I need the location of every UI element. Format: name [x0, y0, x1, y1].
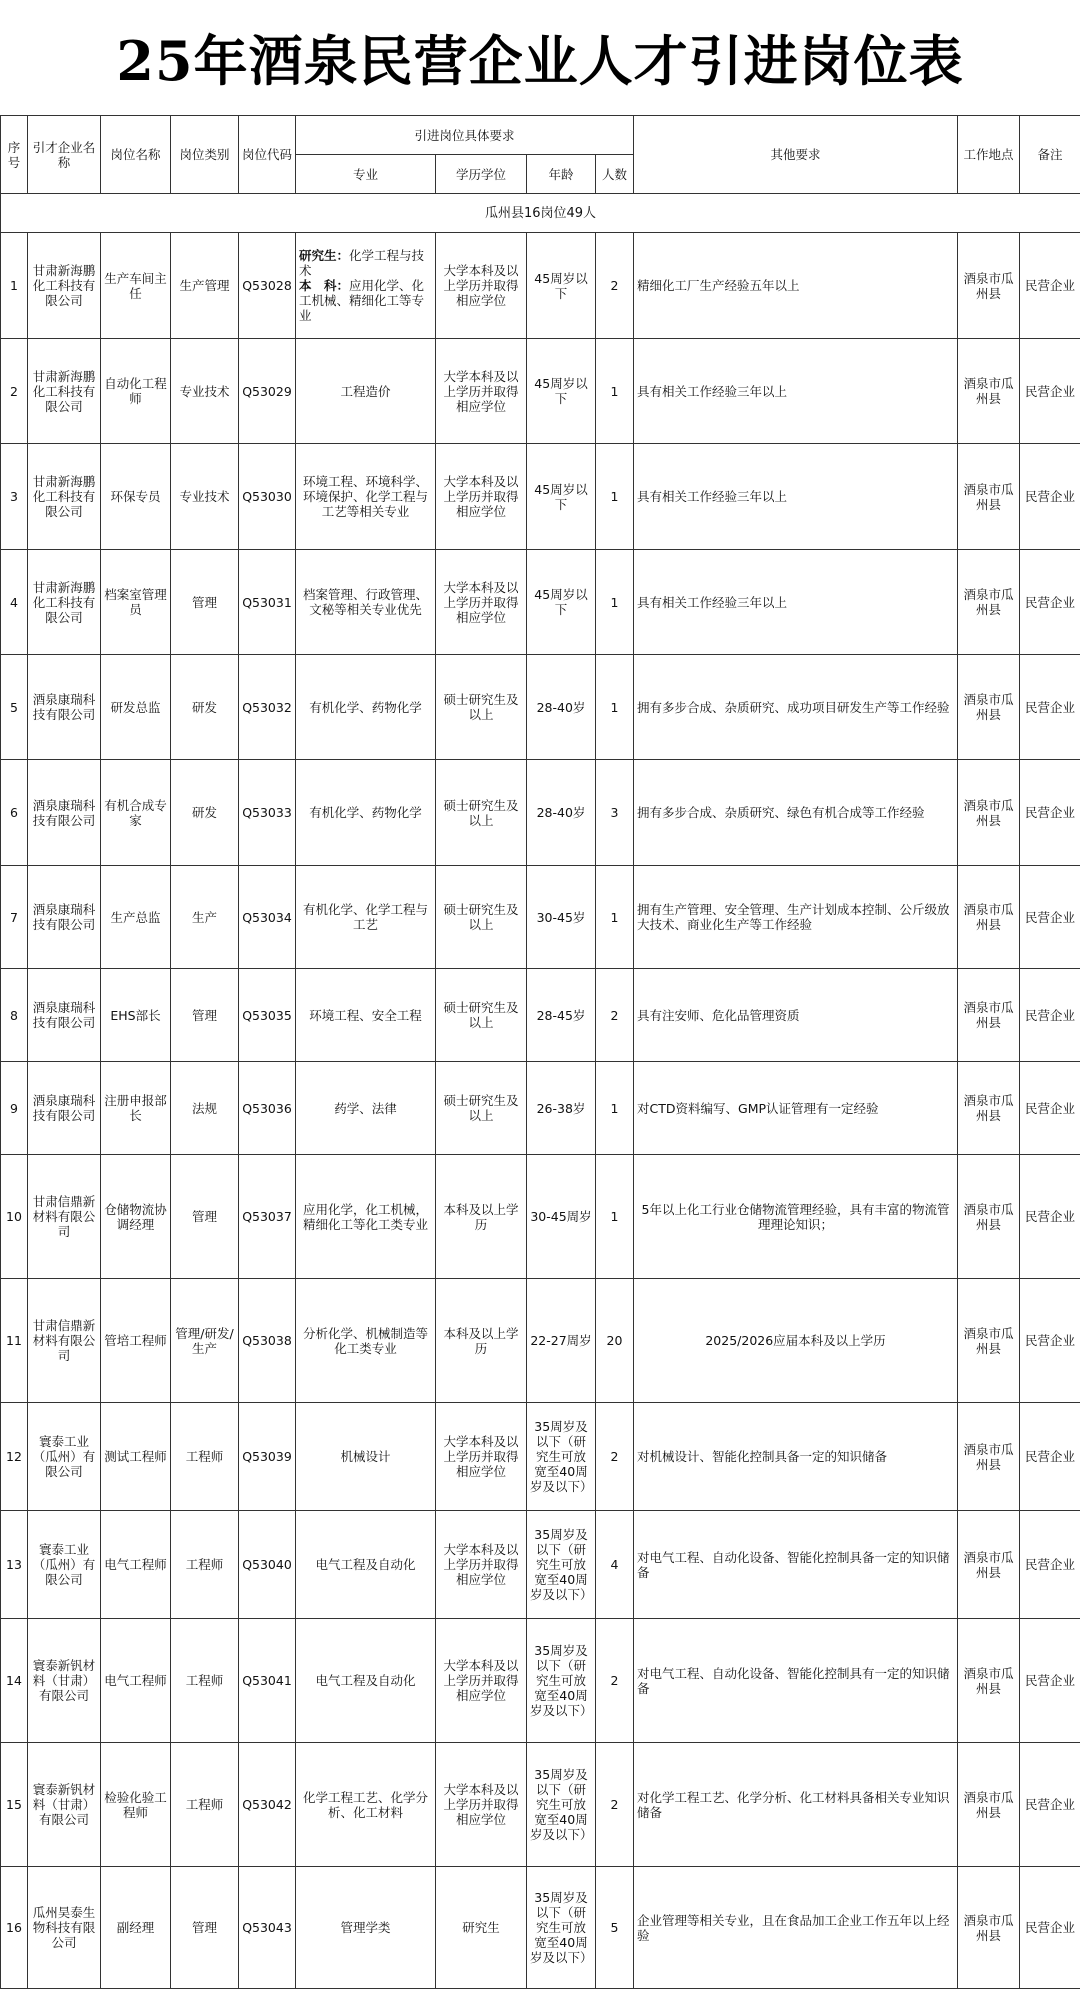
cell-position: 档案室管理员	[101, 550, 171, 655]
cell-location: 酒泉市瓜州县	[958, 1743, 1020, 1867]
cell-count: 1	[596, 339, 634, 444]
cell-code: Q53030	[239, 444, 296, 550]
cell-education: 研究生	[436, 1867, 527, 1989]
cell-position: 仓储物流协调经理	[101, 1155, 171, 1279]
cell-count: 1	[596, 655, 634, 760]
cell-seq: 9	[1, 1062, 28, 1155]
cell-seq: 15	[1, 1743, 28, 1867]
cell-position: 生产总监	[101, 866, 171, 969]
cell-other: 对机械设计、智能化控制具备一定的知识储备	[634, 1403, 958, 1511]
cell-category: 工程师	[171, 1619, 239, 1743]
cell-age: 22-27周岁	[527, 1279, 596, 1403]
cell-remark: 民营企业	[1020, 339, 1080, 444]
cell-position: 注册申报部长	[101, 1062, 171, 1155]
cell-company: 酒泉康瑞科技有限公司	[28, 760, 101, 866]
cell-age: 45周岁以下	[527, 550, 596, 655]
cell-company: 酒泉康瑞科技有限公司	[28, 655, 101, 760]
cell-location: 酒泉市瓜州县	[958, 969, 1020, 1062]
cell-count: 2	[596, 1619, 634, 1743]
cell-location: 酒泉市瓜州县	[958, 760, 1020, 866]
cell-major: 电气工程及自动化	[296, 1619, 436, 1743]
cell-category: 工程师	[171, 1743, 239, 1867]
cell-other: 拥有生产管理、安全管理、生产计划成本控制、公斤级放大技术、商业化生产等工作经验	[634, 866, 958, 969]
cell-count: 1	[596, 550, 634, 655]
cell-company: 甘肃新海鹏化工科技有限公司	[28, 444, 101, 550]
cell-location: 酒泉市瓜州县	[958, 1155, 1020, 1279]
cell-other: 企业管理等相关专业，且在食品加工企业工作五年以上经验	[634, 1867, 958, 1989]
cell-education: 大学本科及以上学历并取得相应学位	[436, 550, 527, 655]
cell-other: 2025/2026应届本科及以上学历	[634, 1279, 958, 1403]
cell-location: 酒泉市瓜州县	[958, 1279, 1020, 1403]
major-line-undergrad	[299, 278, 432, 323]
cell-education: 硕士研究生及以上	[436, 866, 527, 969]
cell-other: 对电气工程、自动化设备、智能化控制具有一定的知识储备	[634, 1619, 958, 1743]
cell-category: 专业技术	[171, 339, 239, 444]
cell-remark: 民营企业	[1020, 1062, 1080, 1155]
cell-count: 5	[596, 1867, 634, 1989]
cell-age: 30-45岁	[527, 866, 596, 969]
cell-seq: 11	[1, 1279, 28, 1403]
cell-other: 具有相关工作经验三年以上	[634, 550, 958, 655]
cell-company: 甘肃新海鹏化工科技有限公司	[28, 339, 101, 444]
cell-other: 具有相关工作经验三年以上	[634, 444, 958, 550]
cell-seq: 16	[1, 1867, 28, 1989]
cell-age: 45周岁以下	[527, 233, 596, 339]
cell-position: 环保专员	[101, 444, 171, 550]
cell-location: 酒泉市瓜州县	[958, 1867, 1020, 1989]
cell-major: 环境工程、环境科学、环境保护、化学工程与工艺等相关专业	[296, 444, 436, 550]
cell-remark: 民营企业	[1020, 550, 1080, 655]
cell-age: 26-38岁	[527, 1062, 596, 1155]
cell-code: Q53038	[239, 1279, 296, 1403]
cell-category: 管理/研发/生产	[171, 1279, 239, 1403]
major-label-postgrad: 研究生：	[299, 248, 349, 263]
cell-major: 有机化学、药物化学	[296, 760, 436, 866]
header-position: 岗位名称	[101, 116, 171, 194]
cell-location: 酒泉市瓜州县	[958, 233, 1020, 339]
cell-company: 寰泰工业（瓜州）有限公司	[28, 1511, 101, 1619]
cell-remark: 民营企业	[1020, 655, 1080, 760]
cell-remark: 民营企业	[1020, 1867, 1080, 1989]
cell-company: 酒泉康瑞科技有限公司	[28, 1062, 101, 1155]
cell-major: 环境工程、安全工程	[296, 969, 436, 1062]
page-title: 25年酒泉民营企业人才引进岗位表	[0, 0, 1080, 115]
cell-seq: 2	[1, 339, 28, 444]
section-title: 瓜州县16岗位49人	[1, 194, 1080, 233]
header-code: 岗位代码	[239, 116, 296, 194]
header-age: 年龄	[527, 155, 596, 194]
header-remark: 备注	[1020, 116, 1080, 194]
major-text-postgrad: 化学工程与技术	[299, 248, 424, 278]
cell-code: Q53034	[239, 866, 296, 969]
table-row	[1, 969, 1080, 1062]
cell-other: 对化学工程工艺、化学分析、化工材料具备相关专业知识储备	[634, 1743, 958, 1867]
cell-education: 大学本科及以上学历并取得相应学位	[436, 1511, 527, 1619]
cell-remark: 民营企业	[1020, 1511, 1080, 1619]
cell-category: 管理	[171, 1155, 239, 1279]
section-row	[1, 194, 1080, 233]
cell-company: 寰泰新钒材料（甘肃）有限公司	[28, 1619, 101, 1743]
cell-location: 酒泉市瓜州县	[958, 339, 1020, 444]
table-row	[1, 444, 1080, 550]
cell-location: 酒泉市瓜州县	[958, 866, 1020, 969]
cell-remark: 民营企业	[1020, 1279, 1080, 1403]
cell-position: 管培工程师	[101, 1279, 171, 1403]
header-education: 学历学位	[436, 155, 527, 194]
cell-major: 药学、法律	[296, 1062, 436, 1155]
cell-seq: 3	[1, 444, 28, 550]
cell-company: 甘肃信鼎新材料有限公司	[28, 1155, 101, 1279]
table-row	[1, 1279, 1080, 1403]
cell-count: 1	[596, 444, 634, 550]
cell-age: 35周岁及以下（研究生可放宽至40周岁及以下）	[527, 1511, 596, 1619]
cell-category: 研发	[171, 760, 239, 866]
cell-remark: 民营企业	[1020, 233, 1080, 339]
cell-count: 2	[596, 1743, 634, 1867]
cell-age: 35周岁及以下（研究生可放宽至40周岁及以下）	[527, 1743, 596, 1867]
table-row	[1, 655, 1080, 760]
cell-count: 2	[596, 233, 634, 339]
cell-company: 寰泰新钒材料（甘肃）有限公司	[28, 1743, 101, 1867]
cell-category: 生产管理	[171, 233, 239, 339]
cell-category: 法规	[171, 1062, 239, 1155]
cell-seq: 7	[1, 866, 28, 969]
cell-major: 化学工程工艺、化学分析、化工材料	[296, 1743, 436, 1867]
header-requirements-group: 引进岗位具体要求	[296, 116, 634, 155]
cell-location: 酒泉市瓜州县	[958, 1403, 1020, 1511]
header-category: 岗位类别	[171, 116, 239, 194]
table-row	[1, 339, 1080, 444]
cell-remark: 民营企业	[1020, 1619, 1080, 1743]
cell-count: 1	[596, 1062, 634, 1155]
cell-seq: 4	[1, 550, 28, 655]
cell-company: 甘肃新海鹏化工科技有限公司	[28, 233, 101, 339]
cell-position: 副经理	[101, 1867, 171, 1989]
cell-company: 瓜州昊泰生物科技有限公司	[28, 1867, 101, 1989]
header-location: 工作地点	[958, 116, 1020, 194]
cell-education: 大学本科及以上学历并取得相应学位	[436, 1619, 527, 1743]
header-company: 引才企业名称	[28, 116, 101, 194]
cell-code: Q53036	[239, 1062, 296, 1155]
cell-code: Q53032	[239, 655, 296, 760]
cell-location: 酒泉市瓜州县	[958, 655, 1020, 760]
cell-education: 硕士研究生及以上	[436, 655, 527, 760]
cell-remark: 民营企业	[1020, 969, 1080, 1062]
cell-position: 电气工程师	[101, 1511, 171, 1619]
cell-code: Q53031	[239, 550, 296, 655]
table-row	[1, 1511, 1080, 1619]
cell-education: 硕士研究生及以上	[436, 760, 527, 866]
cell-code: Q53029	[239, 339, 296, 444]
cell-count: 3	[596, 760, 634, 866]
cell-education: 大学本科及以上学历并取得相应学位	[436, 233, 527, 339]
cell-company: 寰泰工业（瓜州）有限公司	[28, 1403, 101, 1511]
cell-code: Q53043	[239, 1867, 296, 1989]
table-row	[1, 866, 1080, 969]
table-row	[1, 1743, 1080, 1867]
cell-code: Q53040	[239, 1511, 296, 1619]
major-text-undergrad: 应用化学、化工机械、精细化工等专业	[299, 278, 424, 323]
cell-major	[296, 233, 436, 339]
cell-age: 45周岁以下	[527, 444, 596, 550]
cell-age: 35周岁及以下（研究生可放宽至40周岁及以下）	[527, 1619, 596, 1743]
cell-category: 管理	[171, 1867, 239, 1989]
cell-other: 拥有多步合成、杂质研究、绿色有机合成等工作经验	[634, 760, 958, 866]
cell-age: 28-40岁	[527, 760, 596, 866]
cell-seq: 8	[1, 969, 28, 1062]
cell-count: 1	[596, 1155, 634, 1279]
cell-code: Q53039	[239, 1403, 296, 1511]
cell-other: 对CTD资料编写、GMP认证管理有一定经验	[634, 1062, 958, 1155]
cell-remark: 民营企业	[1020, 866, 1080, 969]
cell-company: 酒泉康瑞科技有限公司	[28, 866, 101, 969]
cell-other: 精细化工厂生产经验五年以上	[634, 233, 958, 339]
cell-location: 酒泉市瓜州县	[958, 1511, 1020, 1619]
cell-seq: 5	[1, 655, 28, 760]
cell-count: 4	[596, 1511, 634, 1619]
cell-major: 工程造价	[296, 339, 436, 444]
cell-seq: 13	[1, 1511, 28, 1619]
cell-location: 酒泉市瓜州县	[958, 444, 1020, 550]
table-row	[1, 1619, 1080, 1743]
cell-remark: 民营企业	[1020, 1403, 1080, 1511]
cell-remark: 民营企业	[1020, 1743, 1080, 1867]
header-count: 人数	[596, 155, 634, 194]
cell-location: 酒泉市瓜州县	[958, 1062, 1020, 1155]
cell-seq: 12	[1, 1403, 28, 1511]
cell-category: 研发	[171, 655, 239, 760]
cell-other: 拥有多步合成、杂质研究、成功项目研发生产等工作经验	[634, 655, 958, 760]
cell-major: 有机化学、药物化学	[296, 655, 436, 760]
cell-count: 2	[596, 969, 634, 1062]
cell-seq: 6	[1, 760, 28, 866]
cell-code: Q53037	[239, 1155, 296, 1279]
cell-seq: 1	[1, 233, 28, 339]
table-row	[1, 1155, 1080, 1279]
cell-position: 生产车间主任	[101, 233, 171, 339]
cell-age: 30-45周岁	[527, 1155, 596, 1279]
cell-category: 管理	[171, 969, 239, 1062]
cell-education: 本科及以上学历	[436, 1155, 527, 1279]
cell-category: 工程师	[171, 1511, 239, 1619]
cell-code: Q53033	[239, 760, 296, 866]
cell-count: 20	[596, 1279, 634, 1403]
table-row	[1, 760, 1080, 866]
cell-other: 对电气工程、自动化设备、智能化控制具备一定的知识储备	[634, 1511, 958, 1619]
cell-code: Q53042	[239, 1743, 296, 1867]
recruitment-table	[0, 115, 1080, 1989]
cell-education: 大学本科及以上学历并取得相应学位	[436, 339, 527, 444]
cell-position: 有机合成专家	[101, 760, 171, 866]
cell-age: 35周岁及以下（研究生可放宽至40周岁及以下）	[527, 1403, 596, 1511]
table-row	[1, 550, 1080, 655]
header-major: 专业	[296, 155, 436, 194]
cell-education: 大学本科及以上学历并取得相应学位	[436, 444, 527, 550]
cell-education: 本科及以上学历	[436, 1279, 527, 1403]
cell-major: 分析化学、机械制造等化工类专业	[296, 1279, 436, 1403]
cell-position: 研发总监	[101, 655, 171, 760]
cell-major: 管理学类	[296, 1867, 436, 1989]
header-other: 其他要求	[634, 116, 958, 194]
cell-location: 酒泉市瓜州县	[958, 1619, 1020, 1743]
cell-position: 检验化验工程师	[101, 1743, 171, 1867]
cell-major: 档案管理、行政管理、文秘等相关专业优先	[296, 550, 436, 655]
major-label-undergrad: 本 科：	[299, 278, 349, 293]
cell-age: 45周岁以下	[527, 339, 596, 444]
cell-position: 测试工程师	[101, 1403, 171, 1511]
cell-education: 硕士研究生及以上	[436, 969, 527, 1062]
cell-position: EHS部长	[101, 969, 171, 1062]
cell-code: Q53035	[239, 969, 296, 1062]
table-row	[1, 1062, 1080, 1155]
cell-age: 28-45岁	[527, 969, 596, 1062]
cell-remark: 民营企业	[1020, 1155, 1080, 1279]
cell-major: 有机化学、化学工程与工艺	[296, 866, 436, 969]
cell-other: 具有相关工作经验三年以上	[634, 339, 958, 444]
header-seq: 序号	[1, 116, 28, 194]
header-row-1	[1, 116, 1080, 155]
cell-education: 大学本科及以上学历并取得相应学位	[436, 1403, 527, 1511]
cell-remark: 民营企业	[1020, 760, 1080, 866]
cell-seq: 10	[1, 1155, 28, 1279]
cell-other: 具有注安师、危化品管理资质	[634, 969, 958, 1062]
cell-seq: 14	[1, 1619, 28, 1743]
cell-code: Q53028	[239, 233, 296, 339]
cell-category: 生产	[171, 866, 239, 969]
cell-remark: 民营企业	[1020, 444, 1080, 550]
cell-major: 电气工程及自动化	[296, 1511, 436, 1619]
major-line-postgrad	[299, 248, 432, 278]
table-row	[1, 1867, 1080, 1989]
cell-count: 2	[596, 1403, 634, 1511]
table-row	[1, 233, 1080, 339]
table-row	[1, 1403, 1080, 1511]
cell-count: 1	[596, 866, 634, 969]
cell-category: 工程师	[171, 1403, 239, 1511]
cell-position: 电气工程师	[101, 1619, 171, 1743]
cell-major: 机械设计	[296, 1403, 436, 1511]
cell-education: 硕士研究生及以上	[436, 1062, 527, 1155]
cell-other: 5年以上化工行业仓储物流管理经验，具有丰富的物流管理理论知识；	[634, 1155, 958, 1279]
cell-code: Q53041	[239, 1619, 296, 1743]
cell-company: 甘肃信鼎新材料有限公司	[28, 1279, 101, 1403]
cell-category: 管理	[171, 550, 239, 655]
cell-category: 专业技术	[171, 444, 239, 550]
cell-position: 自动化工程师	[101, 339, 171, 444]
cell-age: 35周岁及以下（研究生可放宽至40周岁及以下）	[527, 1867, 596, 1989]
cell-education: 大学本科及以上学历并取得相应学位	[436, 1743, 527, 1867]
cell-location: 酒泉市瓜州县	[958, 550, 1020, 655]
cell-company: 酒泉康瑞科技有限公司	[28, 969, 101, 1062]
cell-age: 28-40岁	[527, 655, 596, 760]
cell-company: 甘肃新海鹏化工科技有限公司	[28, 550, 101, 655]
cell-major: 应用化学，化工机械，精细化工等化工类专业	[296, 1155, 436, 1279]
